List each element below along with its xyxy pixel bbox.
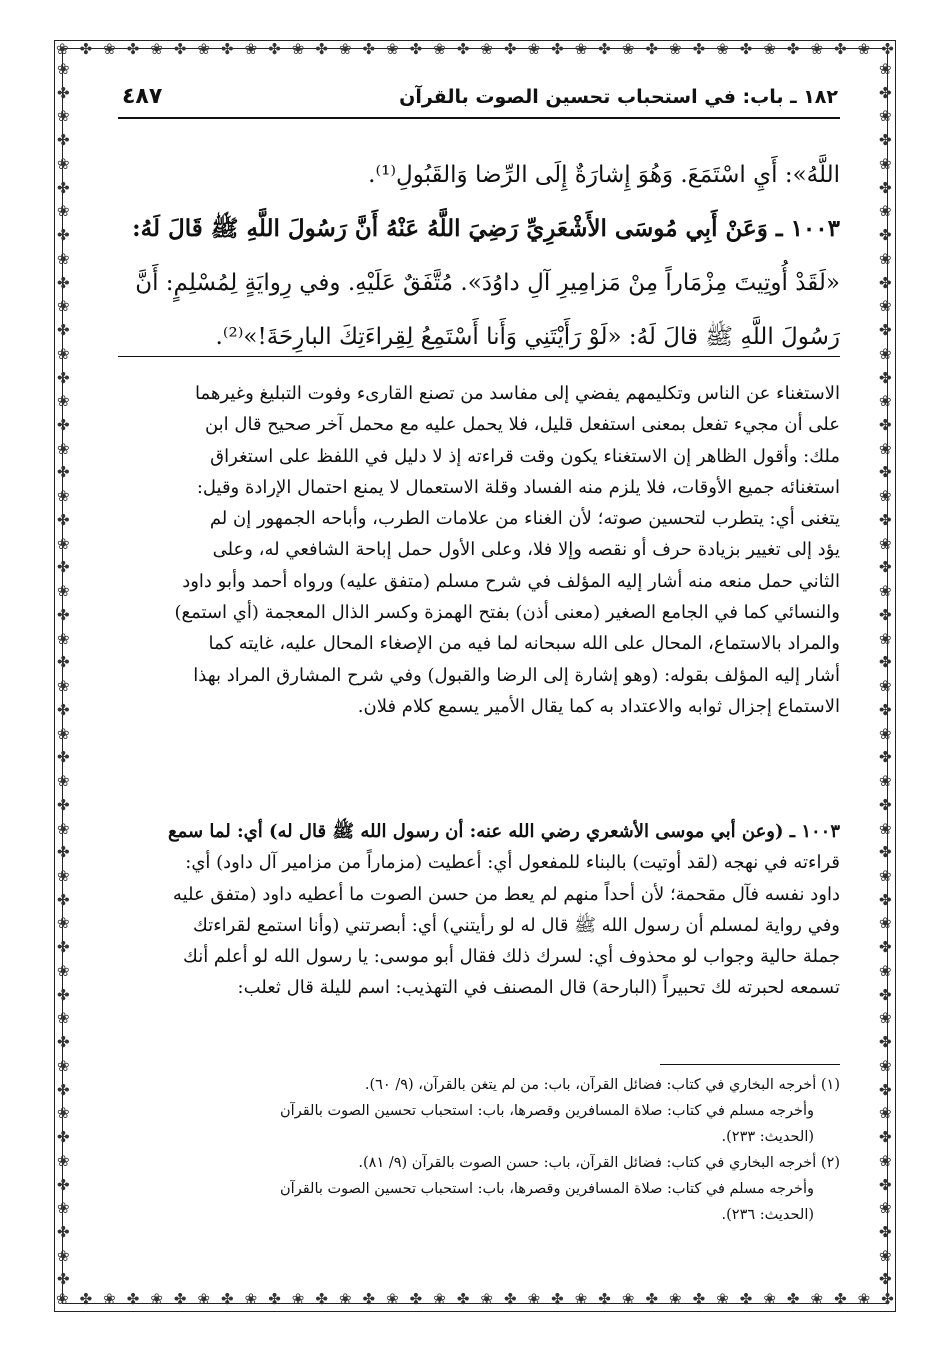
ornament-icon: ✤ xyxy=(645,40,659,58)
ornament-icon: ✤ xyxy=(268,40,281,58)
ornament-icon: ❀ xyxy=(291,1290,305,1308)
footnotes xyxy=(112,1072,840,1228)
ornament-icon: ✤ xyxy=(57,416,70,435)
ornament-icon: ✤ xyxy=(879,178,892,197)
ornament-border-bottom xyxy=(56,1292,894,1307)
commentary-line: داود نفسه فآل مقحمة؛ لأن أحداً منهم لم يعط من حسن الصوت ما أعطيه داود (متفق عليه xyxy=(172,883,840,905)
ornament-icon: ❀ xyxy=(763,1290,776,1308)
ornament-icon: ✤ xyxy=(221,1290,234,1308)
ornament-icon: ❀ xyxy=(574,40,588,58)
ornament-icon: ❀ xyxy=(480,1290,493,1308)
ornament-icon: ✤ xyxy=(57,605,70,624)
ornament-icon: ❀ xyxy=(879,961,892,980)
ornament-icon: ❀ xyxy=(621,1290,635,1308)
ornament-icon: ✤ xyxy=(879,605,892,624)
ornament-icon: ✤ xyxy=(879,273,892,292)
ornament-icon: ✤ xyxy=(739,1290,753,1308)
ornament-icon: ✤ xyxy=(57,938,70,957)
footnote-line: وأخرجه مسلم في كتاب: صلاة المسافرين وقصرها، باب: استحباب تحسين الصوت بالقرآن xyxy=(280,1181,814,1197)
ornament-icon: ❀ xyxy=(57,866,70,885)
ornament-icon: ✤ xyxy=(879,463,892,482)
ornament-icon: ✤ xyxy=(315,1290,328,1308)
ornament-icon: ❀ xyxy=(433,40,446,58)
ornament-icon: ✤ xyxy=(881,1290,894,1308)
ornament-icon: ❀ xyxy=(57,582,70,601)
ornament-icon: ✤ xyxy=(879,510,892,529)
ornament-icon: ❀ xyxy=(57,439,70,458)
ornament-icon: ❀ xyxy=(57,534,70,553)
ornament-icon: ✤ xyxy=(879,416,892,435)
ornament-icon: ✤ xyxy=(456,40,470,58)
ornament-icon: ✤ xyxy=(879,843,892,862)
ornament-icon: ✤ xyxy=(173,1290,187,1308)
ornament-icon: ✤ xyxy=(879,131,892,150)
ornament-icon: ❀ xyxy=(879,392,892,411)
ornament-icon: ✤ xyxy=(57,83,70,102)
ornament-icon: ❀ xyxy=(669,1290,682,1308)
page-number: ٤٨٧ xyxy=(122,84,163,109)
ornament-icon: ❀ xyxy=(244,40,258,58)
footnote-line: وأخرجه مسلم في كتاب: صلاة المسافرين وقصرها، باب: استحباب تحسين الصوت بالقرآن xyxy=(280,1103,814,1119)
ornament-icon: ❀ xyxy=(57,297,70,316)
commentary-line: يؤد إلى تغيير بزيادة حرف أو نقصه وإلا فلا، وعلى الأول حمل إباحة الشافعي له، وعلى xyxy=(212,539,840,561)
ornament-icon: ✤ xyxy=(57,510,70,529)
ornament-icon: ✤ xyxy=(881,40,894,58)
ornament-icon: ❀ xyxy=(857,1290,871,1308)
footnote-line: (الحديث: ٢٣٣). xyxy=(721,1129,814,1145)
ornament-icon: ❀ xyxy=(56,40,69,58)
ornament-icon: ✤ xyxy=(57,558,70,577)
ornament-icon: ❀ xyxy=(197,40,211,58)
ornament-icon: ❀ xyxy=(338,40,352,58)
ornament-icon: ✤ xyxy=(879,890,892,909)
commentary-block-2 xyxy=(112,816,840,1004)
ornament-icon: ✤ xyxy=(173,40,187,58)
ornament-icon: ✤ xyxy=(786,1290,800,1308)
ornament-icon: ❀ xyxy=(244,1290,258,1308)
ornament-icon: ✤ xyxy=(362,1290,376,1308)
ornament-icon: ✤ xyxy=(551,1290,564,1308)
ornament-icon: ✤ xyxy=(598,40,611,58)
page-header xyxy=(118,78,838,118)
ornament-icon: ❀ xyxy=(57,487,70,506)
commentary-line: جملة حالية وجواب لو محذوف أي: لسرك ذلك فقال أبو موسى: يا رسول الله لو أعلم أنك xyxy=(183,946,840,968)
ornament-icon: ✤ xyxy=(57,1033,70,1052)
ornament-icon: ❀ xyxy=(879,107,892,126)
commentary-line: تسمعه لحبرته لك تحبيراً (البارحة) قال المصنف في التهذيب: اسم لليلة قال ثعلب: xyxy=(237,977,840,999)
ornament-icon: ✤ xyxy=(879,1033,892,1052)
ornament-icon: ✤ xyxy=(57,1270,70,1289)
ornament-icon: ❀ xyxy=(879,1246,892,1265)
ornament-icon: ✤ xyxy=(57,178,70,197)
ornament-icon: ❀ xyxy=(879,439,892,458)
ornament-icon: ❀ xyxy=(879,582,892,601)
commentary-line: على أن مجيء تفعل بمعنى استفعل قليل، فلا يحمل عليه مع محمل آخر صحيح قال ابن xyxy=(204,414,840,436)
ornament-icon: ✤ xyxy=(57,368,70,387)
hadith-line: رَسُولَ اللَّهِ ﷺ قالَ لَهُ: «لَوْ رَأَيْتَنِي وَأَنا أَسْتَمِعُ لِقِراءَتِكَ البارِحَةَ!»⁽²⁾. xyxy=(215,324,840,350)
ornament-icon: ❀ xyxy=(57,60,70,78)
ornament-icon: ✤ xyxy=(645,1290,659,1308)
ornament-icon: ❀ xyxy=(57,1199,70,1218)
commentary-line: الاستغناء عن الناس وتكليمهم يفضي إلى مفاسد من تصنع القارىء وفوت التبليغ وغيرهما xyxy=(194,383,840,404)
ornament-icon: ✤ xyxy=(126,40,140,58)
ornament-icon: ❀ xyxy=(879,724,892,743)
ornament-icon: ❀ xyxy=(879,60,892,78)
ornament-icon: ❀ xyxy=(57,677,70,696)
ornament-icon: ❀ xyxy=(879,487,892,506)
ornament-icon: ❀ xyxy=(57,1246,70,1265)
ornament-icon: ❀ xyxy=(150,40,163,58)
ornament-icon: ✤ xyxy=(786,40,800,58)
hadith-line: اللَّهُ»: أَيِ اسْتَمَعَ. وَهُوَ إِشارَةٌ إِلَى الرِّضا وَالقَبُولِ⁽¹⁾. xyxy=(368,162,840,188)
ornament-icon: ✤ xyxy=(57,748,70,767)
ornament-icon: ✤ xyxy=(879,748,892,767)
ornament-icon: ✤ xyxy=(57,463,70,482)
commentary-line: وفي رواية لمسلم أن رسول الله ﷺ قال له لو رأيتني) أي: أبصرتني (وأنا استمع لقراءتك xyxy=(193,914,840,936)
ornament-icon: ✤ xyxy=(879,653,892,672)
footnote-line: (الحديث: ٢٣٦). xyxy=(721,1207,814,1223)
ornament-icon: ✤ xyxy=(57,985,70,1004)
ornament-icon: ✤ xyxy=(57,890,70,909)
ornament-icon: ❀ xyxy=(56,1290,69,1308)
ornament-icon: ✤ xyxy=(598,1290,611,1308)
ornament-icon: ✤ xyxy=(57,321,70,340)
ornament-icon: ✤ xyxy=(879,700,892,719)
ornament-icon: ✤ xyxy=(834,1290,847,1308)
ornament-icon: ❀ xyxy=(810,40,824,58)
commentary-line: والمراد بالاستماع، المحال على الله سبحانه لما فيه من الإصغاء المحال عليه، غايته كما xyxy=(208,633,840,655)
ornament-icon: ❀ xyxy=(386,1290,399,1308)
ornament-icon: ❀ xyxy=(879,344,892,363)
ornament-icon: ❀ xyxy=(527,40,541,58)
ornament-icon: ❀ xyxy=(574,1290,588,1308)
ornament-icon: ✤ xyxy=(879,1270,892,1289)
commentary-line: والنسائي كما في الجامع الصغير (معنى أذن) بفتح الهمزة وكسر الذال المعجمة (أي استمع) xyxy=(174,602,840,624)
ornament-icon: ✤ xyxy=(692,1290,706,1308)
ornament-icon: ❀ xyxy=(57,154,70,173)
ornament-icon: ❀ xyxy=(763,40,776,58)
ornament-icon: ✤ xyxy=(57,1175,70,1194)
ornament-icon: ❀ xyxy=(57,344,70,363)
ornament-icon: ✤ xyxy=(879,321,892,340)
ornament-icon: ❀ xyxy=(879,1056,892,1075)
header-rule xyxy=(118,117,840,119)
ornament-border-left xyxy=(57,62,70,1288)
ornament-icon: ❀ xyxy=(57,202,70,221)
ornament-icon: ✤ xyxy=(315,40,328,58)
ornament-icon: ✤ xyxy=(879,1222,892,1241)
ornament-icon: ❀ xyxy=(433,1290,446,1308)
ornament-icon: ✤ xyxy=(57,653,70,672)
hadith-line: ١٠٠٣ ـ وَعَنْ أَبِي مُوسَى الأَشْعَرِيِّ رَضِيَ اللَّهُ عَنْهُ أَنَّ رَسُولَ اللَّهِ ﷺ قَالَ لَهُ: xyxy=(132,215,840,242)
ornament-icon: ✤ xyxy=(409,40,423,58)
ornament-icon: ❀ xyxy=(879,534,892,553)
ornament-icon: ❀ xyxy=(57,961,70,980)
ornament-icon: ❀ xyxy=(879,819,892,838)
ornament-icon: ✤ xyxy=(57,273,70,292)
ornament-icon: ❀ xyxy=(57,1104,70,1123)
ornament-icon: ✤ xyxy=(57,795,70,814)
ornament-icon: ❀ xyxy=(386,40,399,58)
ornament-icon: ✤ xyxy=(57,1080,70,1099)
footnote-line: (١) أخرجه البخاري في كتاب: فضائل القرآن، باب: من لم يتغن بالقرآن، (٩/ ٦٠). xyxy=(364,1077,840,1093)
ornament-icon: ✤ xyxy=(57,1222,70,1241)
commentary-line: الاستماع إجزال ثوابه والاعتداد به كما يقال الأمير يسمع كلام فلان. xyxy=(357,695,840,717)
ornament-icon: ❀ xyxy=(879,1104,892,1123)
ornament-icon: ✤ xyxy=(362,40,376,58)
ornament-icon: ✤ xyxy=(57,1128,70,1147)
ornament-icon: ❀ xyxy=(527,1290,541,1308)
ornament-icon: ✤ xyxy=(221,40,234,58)
commentary-line: أشار إليه المؤلف بقوله: (وهو إشارة إلى الرضا والقبول) وفي شرح المشارق المراد بهذا xyxy=(193,664,840,686)
ornament-icon: ❀ xyxy=(669,40,682,58)
ornament-icon: ❀ xyxy=(103,40,116,58)
ornament-icon: ✤ xyxy=(879,938,892,957)
ornament-icon: ✤ xyxy=(739,40,753,58)
commentary-line: قراءته في نهجه (لقد أوتيت) بالبناء للمفعول أي: أعطيت (مزماراً من مزامير آل داود) أي: xyxy=(185,852,840,874)
footnote-rule xyxy=(660,1064,840,1065)
ornament-icon: ❀ xyxy=(103,1290,116,1308)
ornament-icon: ❀ xyxy=(57,629,70,648)
ornament-icon: ✤ xyxy=(126,1290,140,1308)
commentary-block xyxy=(112,378,840,722)
ornament-icon: ❀ xyxy=(57,1056,70,1075)
ornament-icon: ❀ xyxy=(879,202,892,221)
commentary-line: ملك: وأقول الظاهر إن الاستغناء يكون وقت قراءته إذ لا دليل في اللفظ على استغراق xyxy=(210,445,840,467)
ornament-icon: ❀ xyxy=(338,1290,352,1308)
ornament-icon: ❀ xyxy=(57,1009,70,1028)
ornament-icon: ✤ xyxy=(456,1290,470,1308)
ornament-icon: ❀ xyxy=(857,40,871,58)
ornament-icon: ❀ xyxy=(57,819,70,838)
ornament-icon: ✤ xyxy=(879,1128,892,1147)
ornament-icon: ❀ xyxy=(716,1290,729,1308)
ornament-border-right xyxy=(879,62,892,1288)
ornament-icon: ❀ xyxy=(810,1290,824,1308)
hadith-text xyxy=(112,148,840,364)
ornament-icon: ✤ xyxy=(79,1290,93,1308)
ornament-icon: ✤ xyxy=(503,1290,517,1308)
ornament-icon: ✤ xyxy=(879,226,892,245)
ornament-icon: ❀ xyxy=(197,1290,211,1308)
ornament-border-top xyxy=(56,42,894,57)
ornament-icon: ❀ xyxy=(879,1151,892,1170)
ornament-icon: ❀ xyxy=(716,40,729,58)
ornament-icon: ❀ xyxy=(150,1290,163,1308)
ornament-icon: ✤ xyxy=(879,1175,892,1194)
commentary-line: استغنائه جميع الأوقات، فلا يلزم منه الفساد وقلة الاستعمال لا يمنع احتمال الإرادة وقيل: xyxy=(196,476,840,498)
commentary-line: ١٠٠٣ ـ (وعن أبي موسى الأشعري رضي الله عنه: أن رسول الله ﷺ قال له) أي: لما سمع xyxy=(168,821,840,842)
ornament-icon: ✤ xyxy=(57,843,70,862)
ornament-icon: ❀ xyxy=(879,297,892,316)
commentary-line: الثاني حمل منعه منه أشار إليه المؤلف في شرح مسلم (متفق عليه) ورواه أحمد وأبو داود xyxy=(182,570,840,592)
ornament-icon: ✤ xyxy=(409,1290,423,1308)
chapter-title: ١٨٢ ـ باب: في استحباب تحسين الصوت بالقرآن xyxy=(399,86,838,108)
ornament-icon: ❀ xyxy=(879,629,892,648)
hadith-line: «لَقَدْ أُوتِيتَ مِزْمَاراً مِنْ مَزامِيرِ آلِ داوُدَ». مُتَّفَقٌ عَلَيْهِ. وفي رِوايَةٍ لِمُسْلِمٍ: أَنَّ xyxy=(135,270,840,296)
ornament-icon: ❀ xyxy=(57,914,70,933)
ornament-icon: ❀ xyxy=(57,249,70,268)
ornament-icon: ❀ xyxy=(879,866,892,885)
ornament-icon: ✤ xyxy=(879,558,892,577)
ornament-icon: ✤ xyxy=(879,985,892,1004)
ornament-icon: ✤ xyxy=(692,40,706,58)
ornament-icon: ✤ xyxy=(79,40,93,58)
ornament-icon: ✤ xyxy=(57,226,70,245)
ornament-icon: ✤ xyxy=(879,83,892,102)
ornament-icon: ❀ xyxy=(879,1009,892,1028)
ornament-icon: ✤ xyxy=(879,795,892,814)
ornament-icon: ❀ xyxy=(879,1199,892,1218)
ornament-icon: ❀ xyxy=(57,107,70,126)
footnote-line: (٢) أخرجه البخاري في كتاب: فضائل القرآن، باب: حسن الصوت بالقرآن (٩/ ٨١). xyxy=(358,1155,840,1171)
ornament-icon: ❀ xyxy=(480,40,493,58)
ornament-icon: ✤ xyxy=(834,40,847,58)
ornament-icon: ❀ xyxy=(57,772,70,791)
ornament-icon: ✤ xyxy=(551,40,564,58)
ornament-icon: ❀ xyxy=(879,677,892,696)
ornament-icon: ❀ xyxy=(621,40,635,58)
ornament-icon: ✤ xyxy=(879,1080,892,1099)
ornament-icon: ✤ xyxy=(503,40,517,58)
commentary-line: يتغنى أي: يتطرب لتحسين صوته؛ لأن الغناء من علامات الطرب، وأباحه الجمهور إن لم xyxy=(209,508,840,530)
ornament-icon: ❀ xyxy=(57,1151,70,1170)
ornament-icon: ❀ xyxy=(291,40,305,58)
separator-rule xyxy=(118,356,840,357)
ornament-icon: ✤ xyxy=(879,368,892,387)
ornament-icon: ✤ xyxy=(57,700,70,719)
ornament-icon: ❀ xyxy=(57,392,70,411)
ornament-icon: ✤ xyxy=(57,131,70,150)
ornament-icon: ❀ xyxy=(57,724,70,743)
ornament-icon: ❀ xyxy=(879,249,892,268)
ornament-icon: ❀ xyxy=(879,914,892,933)
ornament-icon: ✤ xyxy=(268,1290,281,1308)
ornament-icon: ❀ xyxy=(879,772,892,791)
ornament-icon: ❀ xyxy=(879,154,892,173)
